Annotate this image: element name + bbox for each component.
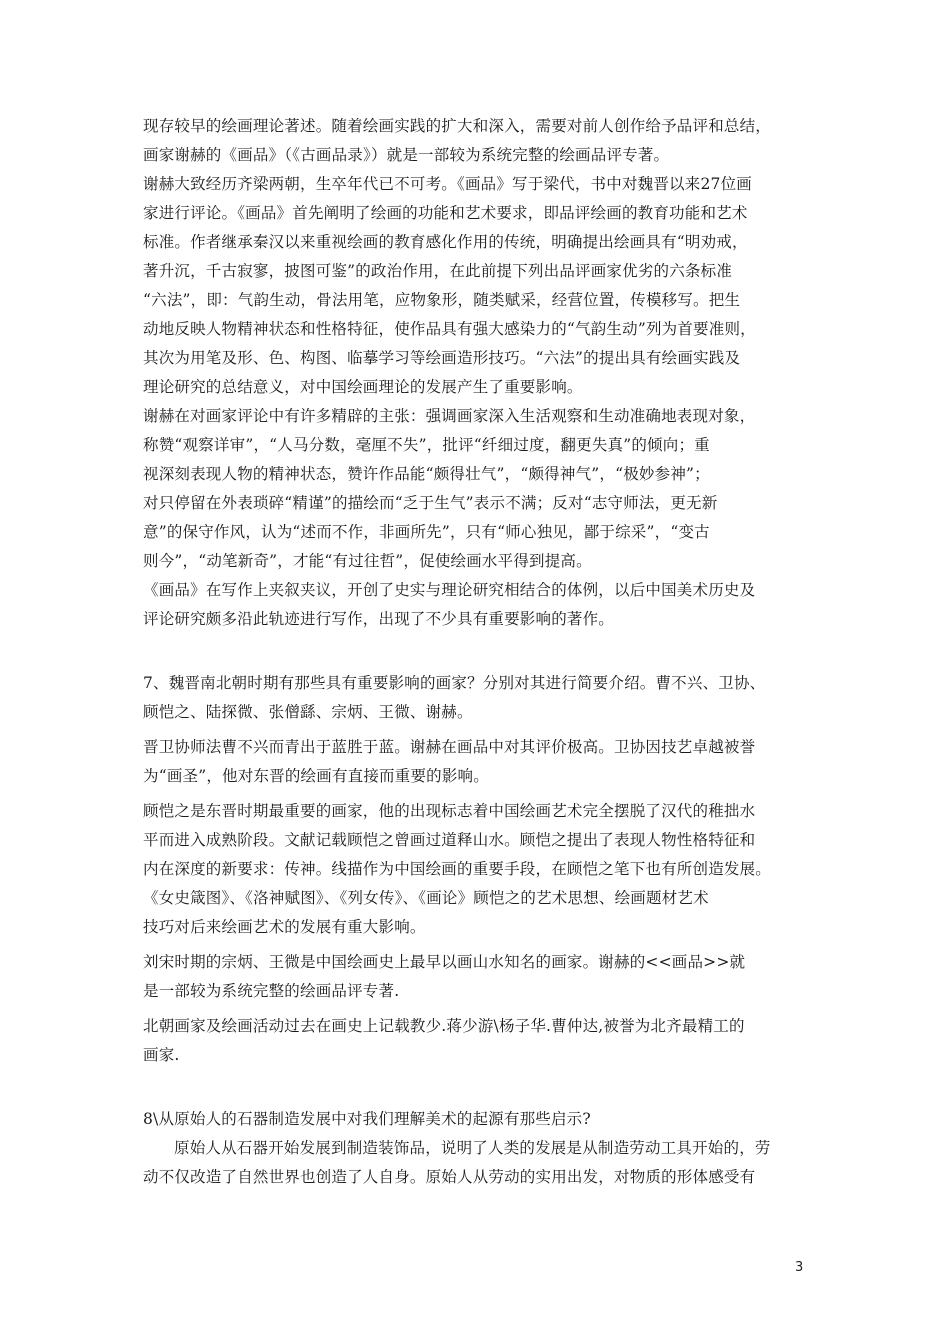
body-text	[143, 112, 823, 1192]
text-line: 内在深度的新要求：传神。线描作为中国绘画的重要手段，在顾恺之笔下也有所创造发展。	[143, 860, 772, 878]
text-line: 谢赫大致经历齐梁两朝，生卒年代已不可考。《画品》写于梁代，书中对魏晋以来27位画	[143, 175, 752, 193]
question-heading: 8\从原始人的石器制造发展中对我们理解美术的起源有那些启示?	[143, 1110, 591, 1128]
paragraph-gap	[143, 634, 823, 663]
text-line: 则今”，“动笔新奇”，才能“有过往哲”，促使绘画水平得到提高。	[143, 552, 592, 570]
text-line: 晋卫协师法曹不兴而青出于蓝胜于蓝。谢赫在画品中对其评价极高。卫协因技艺卓越被誉	[143, 738, 756, 756]
text-line: 著升沉，千古寂寥，披图可鉴”的政治作用，在此前提下列出品评画家优劣的六条标准	[143, 262, 733, 280]
text-line: 顾恺之、陆探微、张僧繇、宗炳、王微、谢赫。	[143, 703, 473, 721]
text-line: “六法”，即：气韵生动，骨法用笔，应物象形，随类赋采，经营位置，传模移写。把生	[143, 291, 741, 309]
text-line: 《画品》在写作上夹叙夹议，开创了史实与理论研究相结合的体例，以后中国美术历史及	[143, 581, 756, 599]
text-line: 意”的保守作风，认为“述而不作，非画所先”，只有“师心独见，鄙于综采”，“变古	[143, 523, 710, 541]
text-line: 画家.	[143, 1046, 180, 1064]
text-line: 标准。作者继承秦汉以来重视绘画的教育感化作用的传统，明确提出绘画具有“明劝戒，	[143, 233, 748, 251]
page-number: 3	[795, 1260, 804, 1275]
text-line: 平而进入成熟阶段。文献记载顾恺之曾画过道释山水。顾恺之提出了表现人物性格特征和	[143, 831, 756, 849]
text-line: 画家谢赫的《画品》（《古画品录》）就是一部较为系统完整的绘画品评专著。	[143, 146, 670, 164]
text-line: 现存较早的绘画理论著述。随着绘画实践的扩大和深入，需要对前人创作给予品评和总结，	[143, 117, 772, 135]
text-line: 《女史箴图》、《洛神赋图》、《列女传》、《画论》顾恺之的艺术思想、绘画题材艺术	[143, 889, 709, 907]
text-line: 原始人从石器开始发展到制造装饰品，说明了人类的发展是从制造劳动工具开始的，劳	[174, 1139, 771, 1157]
text-line: 为“画圣”，他对东晋的绘画有直接而重要的影响。	[143, 767, 489, 785]
text-line: 北朝画家及绘画活动过去在画史上记载教少.蒋少游\杨子华.曹仲达,被誉为北齐最精工的	[143, 1017, 745, 1035]
text-line: 动不仅改造了自然世界也创造了人自身。原始人从劳动的实用出发，对物质的形体感受有	[143, 1168, 756, 1186]
text-line: 评论研究颇多沿此轨迹进行写作，出现了不少具有重要影响的著作。	[143, 610, 615, 628]
text-line: 其次为用笔及形、色、构图、临摹学习等绘画造形技巧。“六法”的提出具有绘画实践及	[143, 349, 741, 367]
text-line: 技巧对后来绘画艺术的发展有重大影响。	[143, 918, 426, 936]
text-line: 视深刻表现人物的精神状态，赞许作品能“颇得壮气”，“颇得神气”，“极妙参神”；	[143, 465, 710, 483]
question-heading: 7、魏晋南北朝时期有那些具有重要影响的画家？分别对其进行简要介绍。曹不兴、卫协、	[143, 674, 766, 692]
text-line: 对只停留在外表琐碎“精谨”的描绘而“乏于生气”表示不满；反对“志守师法，更无新	[143, 494, 718, 512]
paragraph-gap	[143, 1070, 823, 1099]
text-line: 顾恺之是东晋时期最重要的画家，他的出现标志着中国绘画艺术完全摆脱了汉代的稚拙水	[143, 802, 756, 820]
text-line: 是一部较为系统完整的绘画品评专著.	[143, 982, 400, 1000]
text-line: 理论研究的总结意义，对中国绘画理论的发展产生了重要影响。	[143, 378, 583, 396]
text-line: 刘宋时期的宗炳、王微是中国绘画史上最早以画山水知名的画家。谢赫的<<画品>>就	[143, 953, 746, 971]
text-line: 动地反映人物精神状态和性格特征，使作品具有强大感染力的“气韵生动”列为首要准则，	[143, 320, 756, 338]
text-line: 谢赫在对画家评论中有许多精辟的主张：强调画家深入生活观察和生动准确地表现对象，	[143, 407, 756, 425]
text-line: 称赞“观察详审”，“人马分数，毫厘不失”，批评“纤细过度，翻更失真”的倾向；重	[143, 436, 710, 454]
text-line: 家进行评论。《画品》首先阐明了绘画的功能和艺术要求，即品评绘画的教育功能和艺术	[143, 204, 748, 222]
